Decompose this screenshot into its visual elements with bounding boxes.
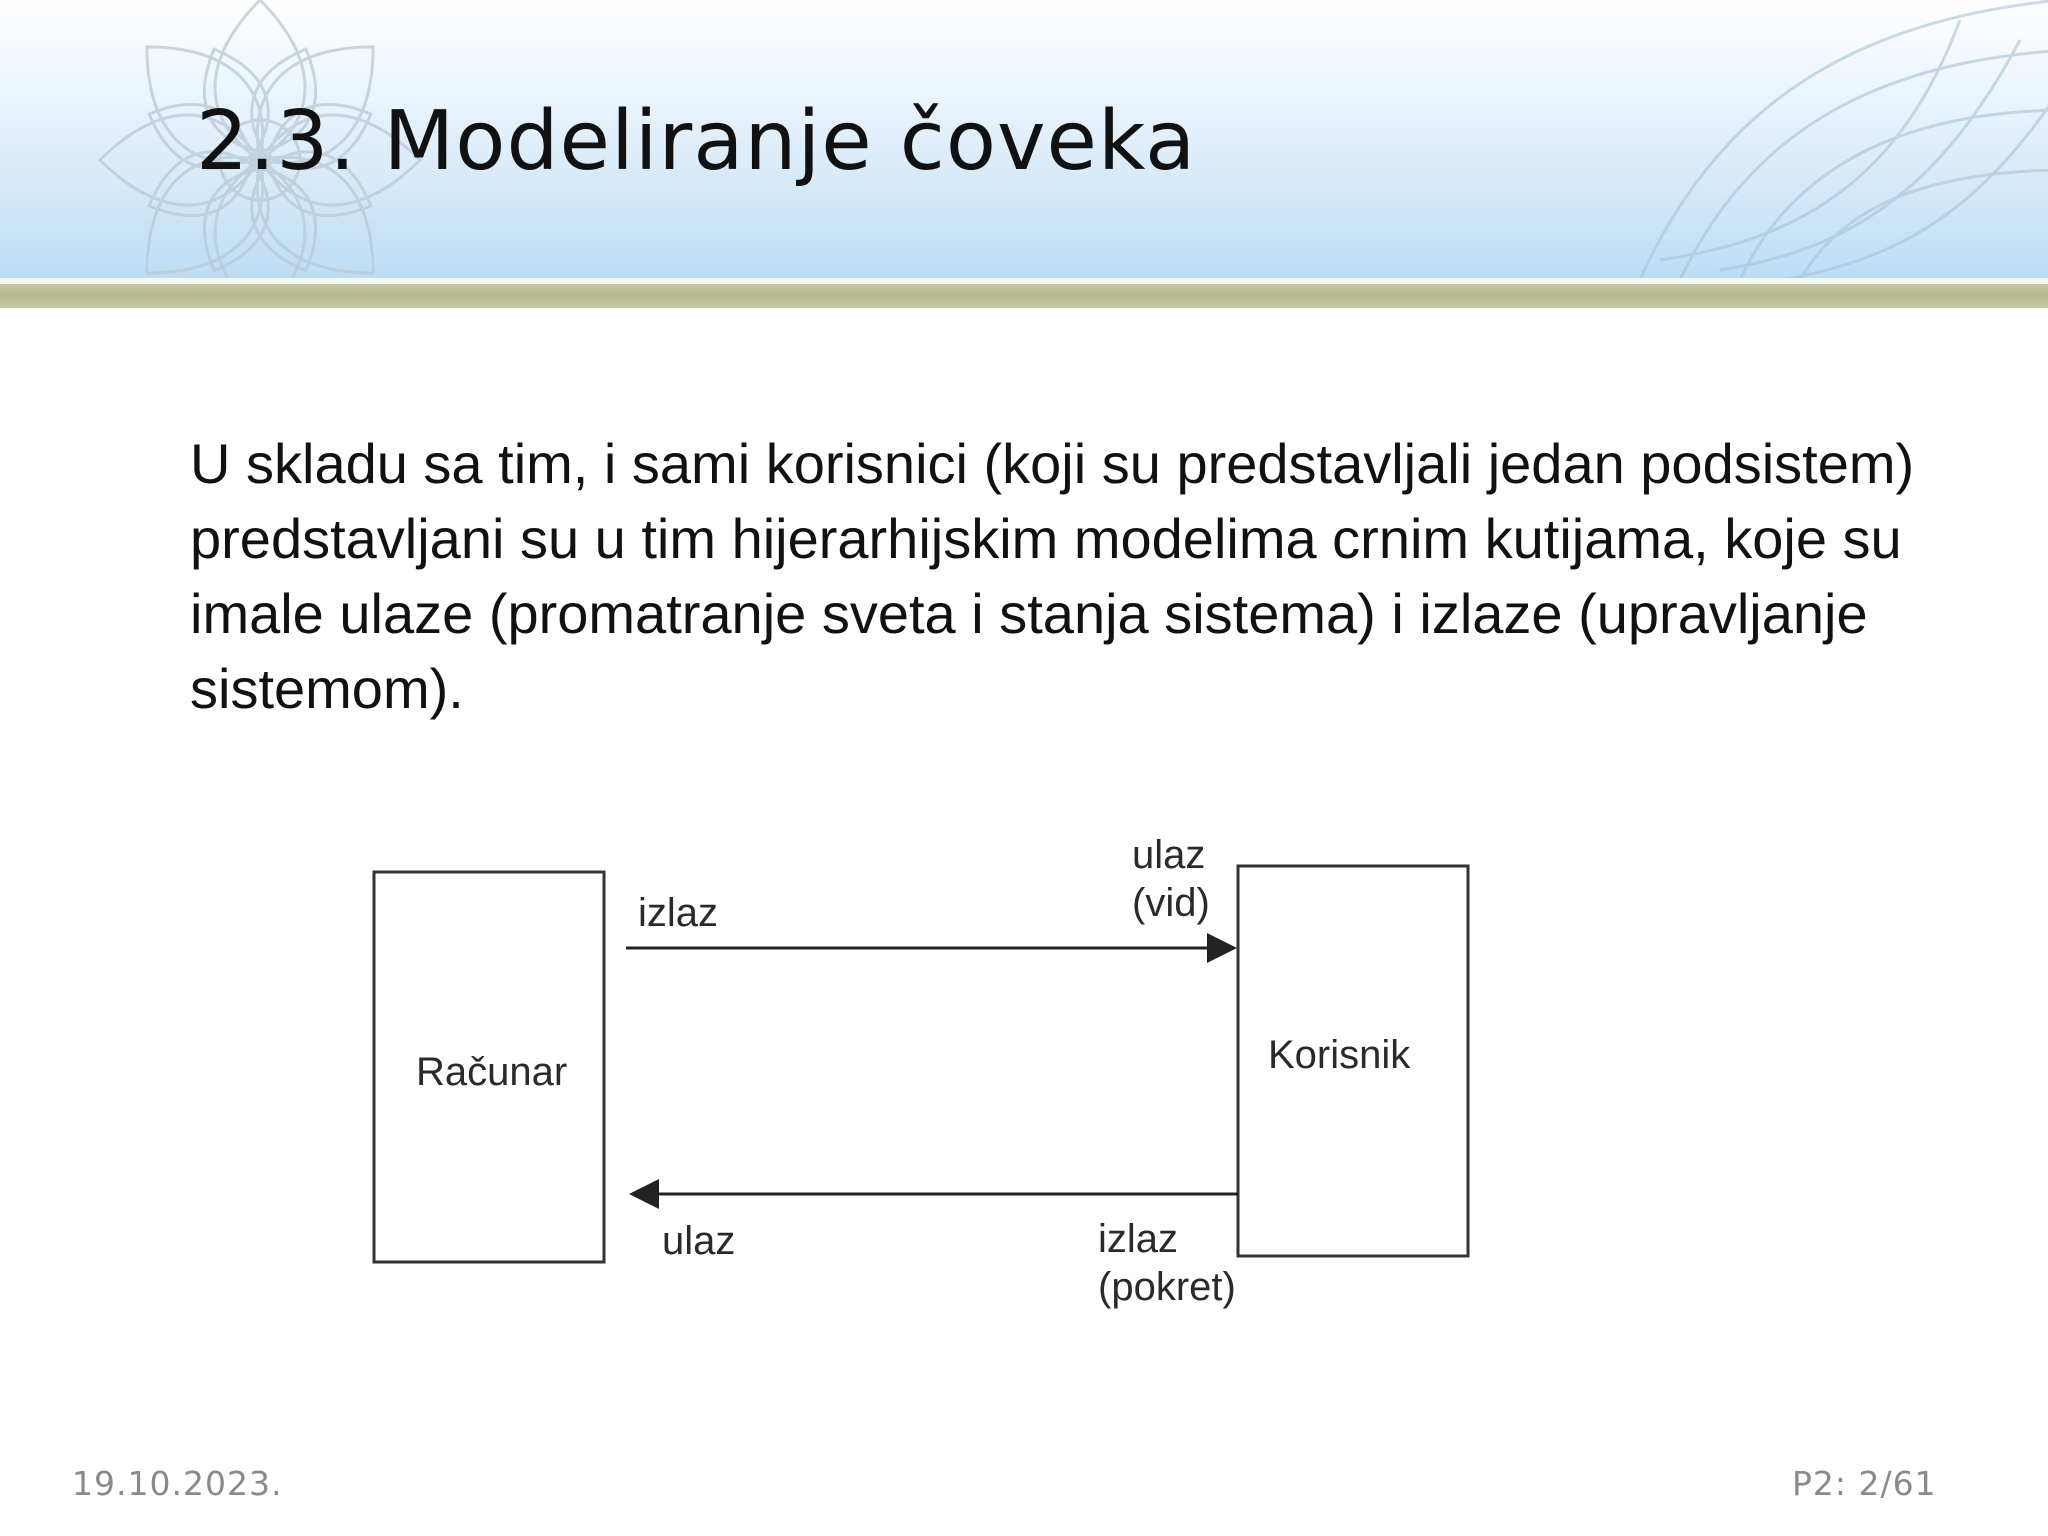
computer-label: Računar bbox=[416, 1050, 568, 1094]
bottom-arrow-end-label: ulaz bbox=[662, 1219, 736, 1263]
slide-title: 2.3. Modeliranje čoveka bbox=[196, 94, 1197, 189]
user-label: Korisnik bbox=[1268, 1033, 1411, 1077]
top-arrow-end-label: ulaz bbox=[1132, 833, 1206, 877]
slide-body-text: U skladu sa tim, i sami korisnici (koji su predstavljali jedan podsistem) predstavljani su u tim hijerarhijskim modelima crnim kutijama, koje su imale ulaze (promatranje sveta i stanja sistema) i izlaze (upravljanje sistemom). bbox=[190, 432, 1915, 720]
computer-user-diagram bbox=[340, 820, 1500, 1340]
bottom-arrow-start-sublabel: (pokret) bbox=[1098, 1265, 1236, 1309]
footer-date: 19.10.2023. bbox=[72, 1464, 283, 1503]
bottom-arrow-start-label: izlaz bbox=[1098, 1217, 1179, 1261]
top-arrow-end-sublabel: (vid) bbox=[1132, 881, 1210, 925]
header-divider bbox=[0, 284, 2048, 308]
top-arrow-start-label: izlaz bbox=[638, 891, 719, 935]
footer-page-number: P2: 2/61 bbox=[1792, 1464, 1937, 1503]
swirl-ornament-right bbox=[1600, 0, 2048, 280]
